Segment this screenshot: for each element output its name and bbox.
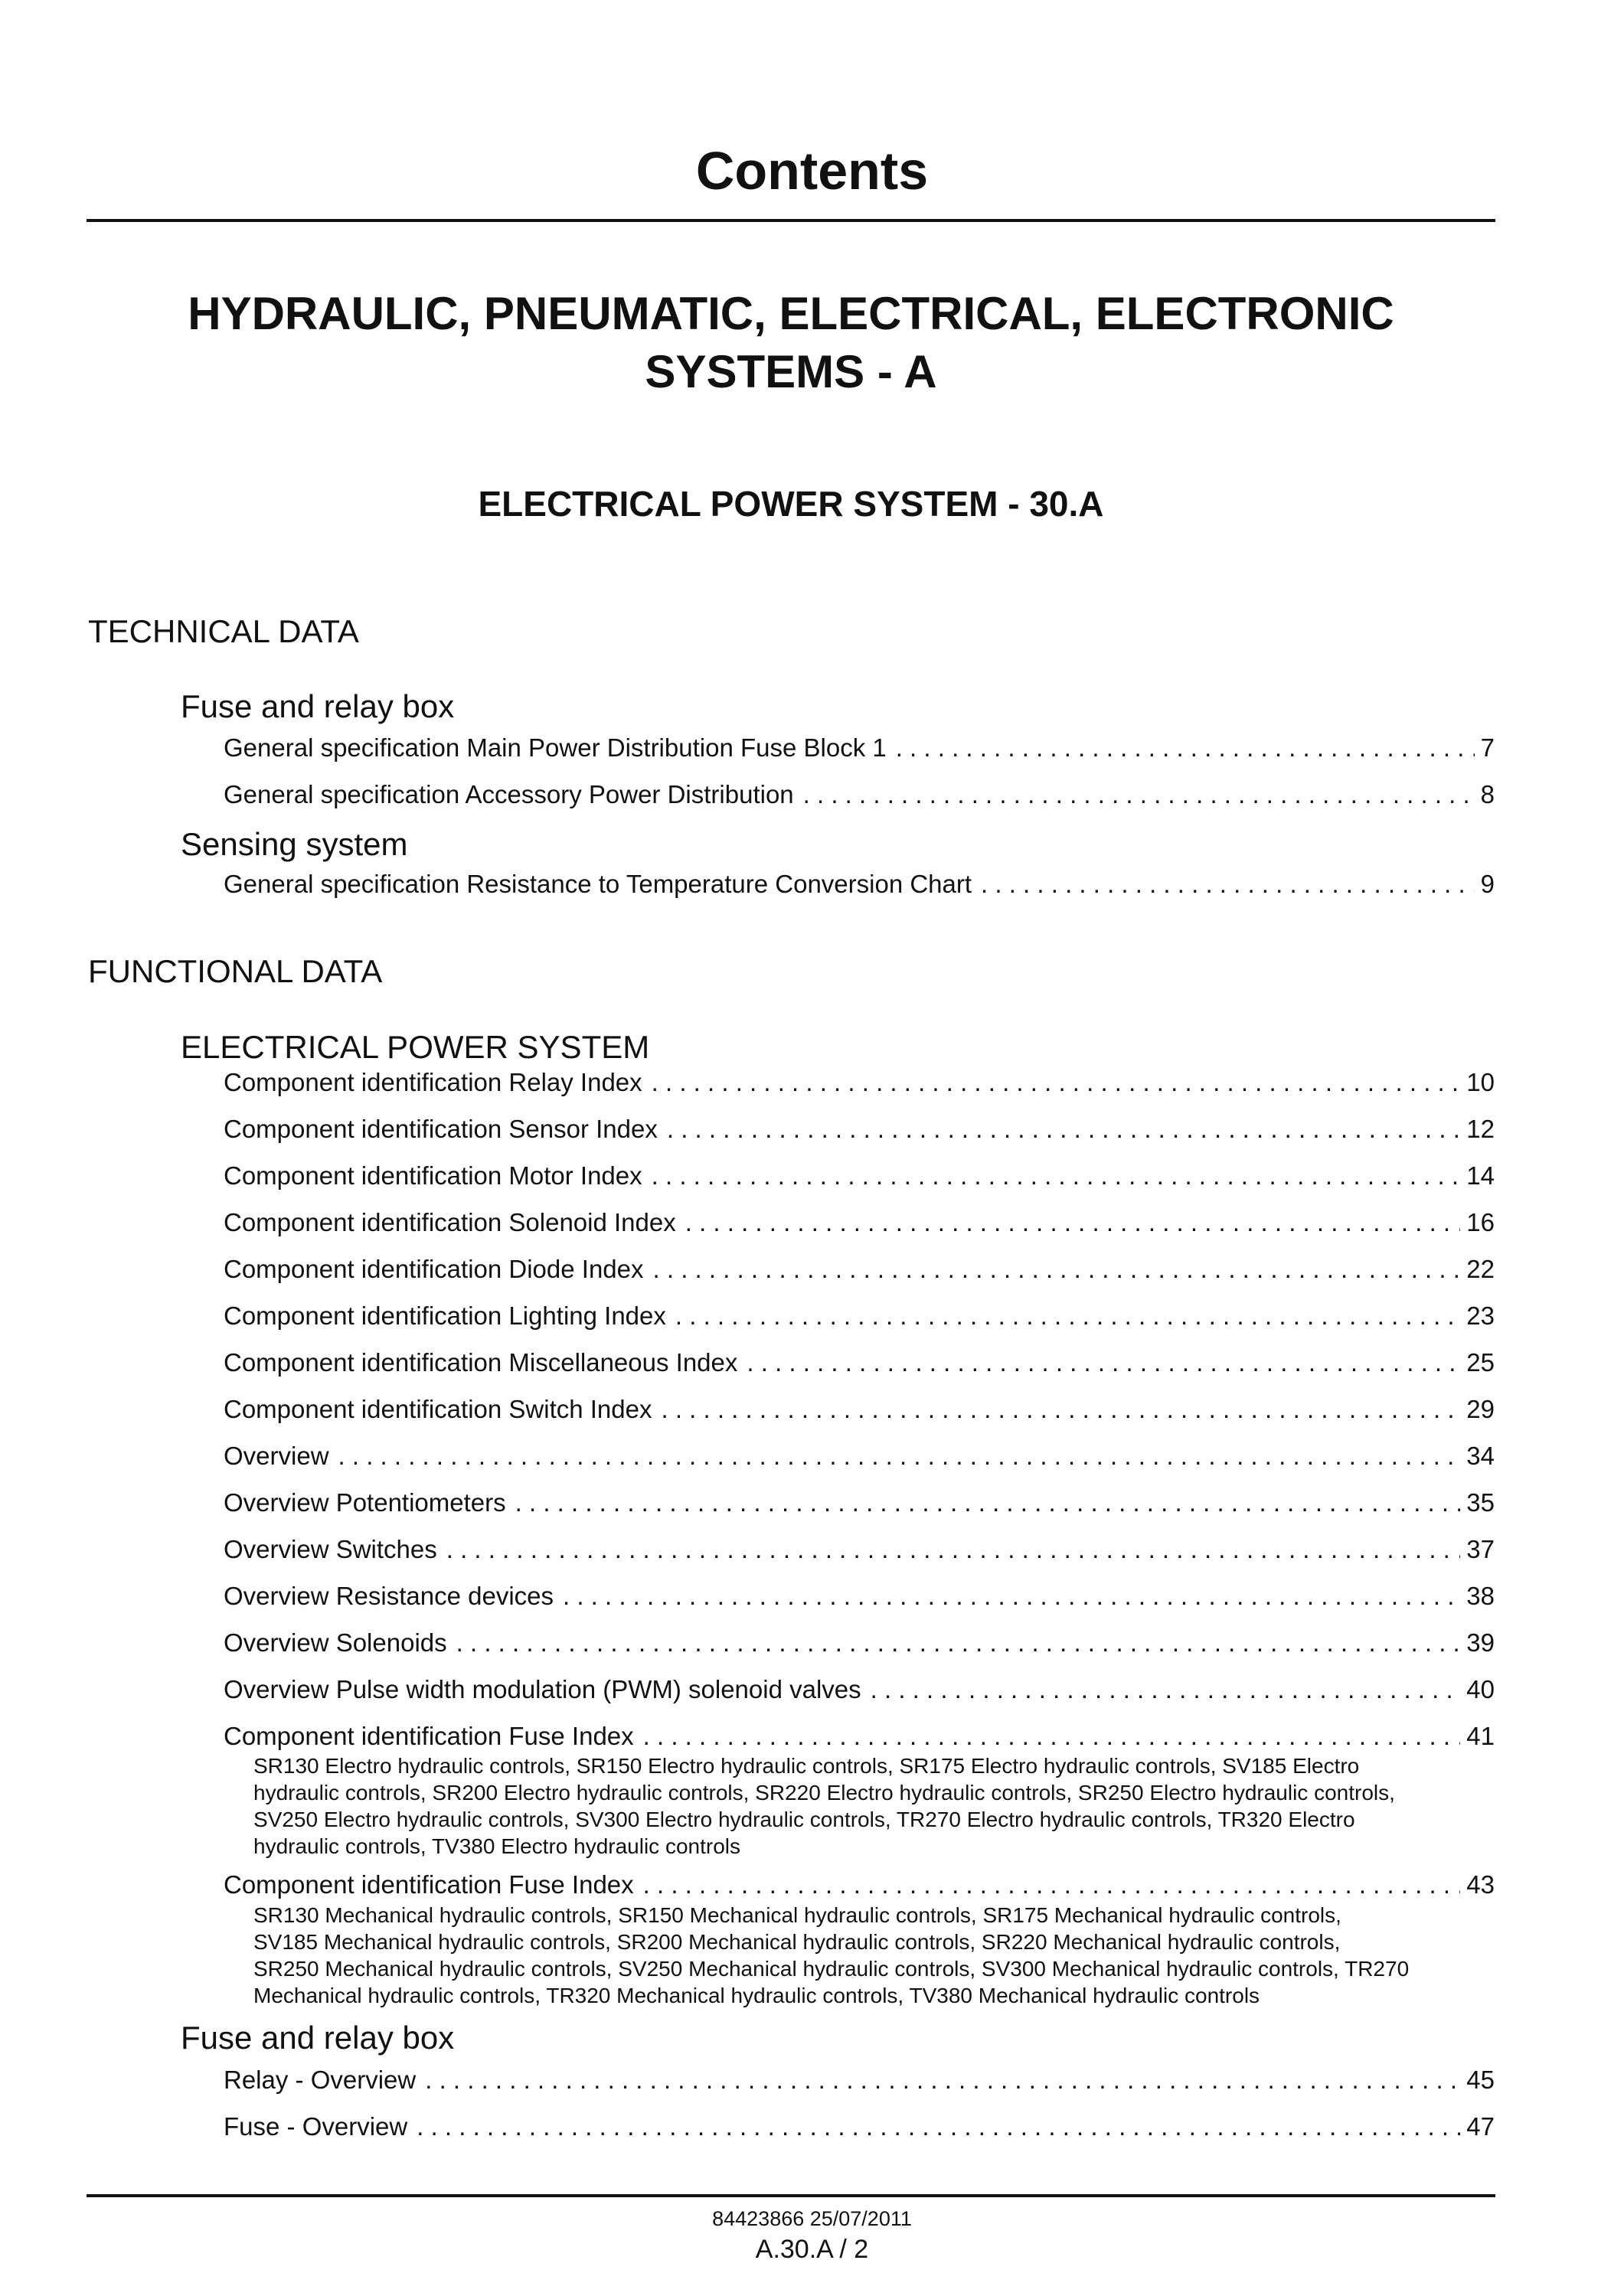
toc-entry-page: 37 — [1466, 1535, 1495, 1563]
toc-entry-title: Component identification Sensor Index — [224, 1115, 658, 1143]
toc-entry-page: 10 — [1466, 1068, 1495, 1096]
toc-entry-title: Overview Potentiometers — [224, 1488, 506, 1517]
toc-entry[interactable] — [224, 1250, 1495, 1288]
toc-entry-page: 47 — [1466, 2112, 1495, 2141]
toc-entry-page: 7 — [1480, 733, 1495, 762]
toc-leader-dots — [653, 1250, 1461, 1288]
applies-line: SV250 Electro hydraulic controls, SV300 Electro hydraulic controls, TR270 Electro hydraulic controls, TR320 Electro — [253, 1808, 1355, 1831]
toc-entry[interactable] — [224, 1344, 1495, 1382]
applies-line: SR130 Electro hydraulic controls, SR150 Electro hydraulic controls, SR175 Electro hydraulic controls, SV185 Electro — [253, 1754, 1360, 1778]
toc-entry-title: Overview Solenoids — [224, 1628, 447, 1657]
group-heading-electrical-power-system: ELECTRICAL POWER SYSTEM — [181, 1029, 650, 1065]
toc-entry-title: Overview Switches — [224, 1535, 437, 1563]
toc-entry-page: 8 — [1480, 780, 1495, 808]
toc-leader-dots — [417, 2108, 1460, 2146]
toc-entry[interactable] — [224, 1530, 1495, 1569]
group-heading-fuse-relay-box: Fuse and relay box — [181, 688, 455, 724]
page-title: Contents — [695, 141, 929, 201]
toc-entry-title: General specification Resistance to Temperature Conversion Chart — [224, 870, 972, 898]
toc-entry[interactable] — [224, 1390, 1495, 1429]
toc-leader-dots — [896, 729, 1475, 767]
toc-leader-dots — [871, 1671, 1461, 1709]
toc-leader-dots — [652, 1157, 1461, 1195]
main-title-line-1: HYDRAULIC, PNEUMATIC, ELECTRICAL, ELECTRONIC — [188, 288, 1394, 339]
toc-entry[interactable] — [224, 1204, 1495, 1242]
applies-line: Mechanical hydraulic controls, TR320 Mechanical hydraulic controls, TV380 Mechanical hydraulic controls — [253, 1984, 1260, 2007]
toc-leader-dots — [981, 865, 1475, 903]
toc-leader-dots — [652, 1063, 1461, 1102]
applies-line: SR250 Mechanical hydraulic controls, SV250 Mechanical hydraulic controls, SV300 Mechanical hydraulic controls, TR270 — [253, 1957, 1410, 1981]
toc-leader-dots — [803, 776, 1475, 814]
footer-page-number: A.30.A / 2 — [755, 2235, 869, 2264]
toc-leader-dots — [446, 1530, 1461, 1569]
toc-entry[interactable] — [224, 1577, 1495, 1615]
toc-entry-page: 34 — [1466, 1442, 1495, 1470]
footer-document-code: 84423866 25/07/2011 — [712, 2207, 912, 2230]
toc-entry-page: 23 — [1466, 1302, 1495, 1330]
toc-entry[interactable] — [224, 1717, 1495, 1755]
toc-leader-dots — [515, 1484, 1461, 1522]
toc-entry-title: Overview Resistance devices — [224, 1582, 554, 1610]
toc-leader-dots — [425, 2061, 1460, 2099]
toc-leader-dots — [685, 1204, 1461, 1242]
toc-leader-dots — [456, 1624, 1461, 1662]
toc-entry-page: 40 — [1466, 1675, 1495, 1703]
toc-leader-dots — [563, 1577, 1460, 1615]
toc-entry-page: 35 — [1466, 1488, 1495, 1517]
toc-entry-title: Overview — [224, 1442, 329, 1470]
toc-entry-applies-to — [253, 1902, 1494, 2009]
toc-leader-dots — [662, 1390, 1461, 1429]
toc-entry-title: Component identification Fuse Index — [224, 1870, 634, 1899]
toc-entry-page: 22 — [1466, 1255, 1495, 1283]
toc-entry-page: 25 — [1466, 1348, 1495, 1377]
toc-entry-title: Component identification Switch Index — [224, 1395, 652, 1423]
toc-entry[interactable] — [224, 729, 1495, 767]
toc-entry[interactable] — [224, 1157, 1495, 1195]
toc-entry-page: 12 — [1466, 1115, 1495, 1143]
toc-entry-title: Component identification Miscellaneous Index — [224, 1348, 738, 1377]
toc-entry[interactable] — [224, 1671, 1495, 1709]
toc-leader-dots — [338, 1437, 1461, 1475]
toc-entry-page: 39 — [1466, 1628, 1495, 1657]
toc-entry-page: 16 — [1466, 1208, 1495, 1236]
toc-entry-applies-to — [253, 1752, 1494, 1860]
footer-rule — [87, 2194, 1495, 2197]
applies-line: hydraulic controls, SR200 Electro hydraulic controls, SR220 Electro hydraulic controls, SR250 Electro hydraulic controls, — [253, 1781, 1395, 1804]
applies-line: SR130 Mechanical hydraulic controls, SR150 Mechanical hydraulic controls, SR175 Mechanical hydraulic controls, — [253, 1903, 1341, 1927]
header-rule — [87, 219, 1495, 222]
toc-entry-title: Component identification Lighting Index — [224, 1302, 666, 1330]
toc-entry-page: 41 — [1466, 1722, 1495, 1750]
toc-entry-title: Overview Pulse width modulation (PWM) solenoid valves — [224, 1675, 861, 1703]
toc-entry[interactable] — [224, 1063, 1495, 1102]
toc-entry-title: General specification Accessory Power Distribution — [224, 780, 794, 808]
toc-entry[interactable] — [224, 1437, 1495, 1475]
toc-leader-dots — [643, 1717, 1461, 1755]
toc-entry[interactable] — [224, 2108, 1495, 2146]
toc-entry[interactable] — [224, 2061, 1495, 2099]
toc-entry-page: 29 — [1466, 1395, 1495, 1423]
toc-entry[interactable] — [224, 776, 1495, 814]
toc-entry-title: Component identification Diode Index — [224, 1255, 644, 1283]
toc-entry[interactable] — [224, 1624, 1495, 1662]
toc-entry-page: 9 — [1480, 870, 1495, 898]
toc-entry-page: 45 — [1466, 2066, 1495, 2094]
toc-entry-title: Component identification Fuse Index — [224, 1722, 634, 1750]
toc-leader-dots — [747, 1344, 1460, 1382]
toc-entry-page: 38 — [1466, 1582, 1495, 1610]
toc-entry-title: Fuse - Overview — [224, 2112, 408, 2141]
toc-leader-dots — [675, 1297, 1460, 1335]
toc-entry-title: Relay - Overview — [224, 2066, 417, 2094]
toc-entry[interactable] — [224, 865, 1495, 903]
main-title — [87, 285, 1495, 401]
toc-entry[interactable] — [224, 1110, 1495, 1148]
toc-entry-page: 14 — [1466, 1161, 1495, 1190]
toc-entry-title: Component identification Solenoid Index — [224, 1208, 676, 1236]
section-heading-functional: FUNCTIONAL DATA — [88, 953, 383, 989]
toc-entry-title: Component identification Relay Index — [224, 1068, 642, 1096]
toc-entry-title: General specification Main Power Distribution Fuse Block 1 — [224, 733, 887, 762]
applies-line: SV185 Mechanical hydraulic controls, SR200 Mechanical hydraulic controls, SR220 Mechanical hydraulic controls, — [253, 1930, 1341, 1954]
toc-leader-dots — [643, 1866, 1461, 1904]
group-heading-sensing-system: Sensing system — [181, 826, 408, 862]
toc-entry[interactable] — [224, 1297, 1495, 1335]
toc-entry-title: Component identification Motor Index — [224, 1161, 642, 1190]
sub-title: ELECTRICAL POWER SYSTEM - 30.A — [478, 484, 1104, 524]
toc-entry[interactable] — [224, 1866, 1495, 1904]
group-heading-fuse-relay-box-2: Fuse and relay box — [181, 2020, 455, 2056]
toc-entry-page: 43 — [1466, 1870, 1495, 1899]
section-heading-technical: TECHNICAL DATA — [88, 613, 359, 649]
toc-leader-dots — [667, 1110, 1460, 1148]
toc-entry[interactable] — [224, 1484, 1495, 1522]
applies-line: hydraulic controls, TV380 Electro hydraulic controls — [253, 1834, 741, 1858]
main-title-line-2: SYSTEMS - A — [645, 346, 937, 397]
